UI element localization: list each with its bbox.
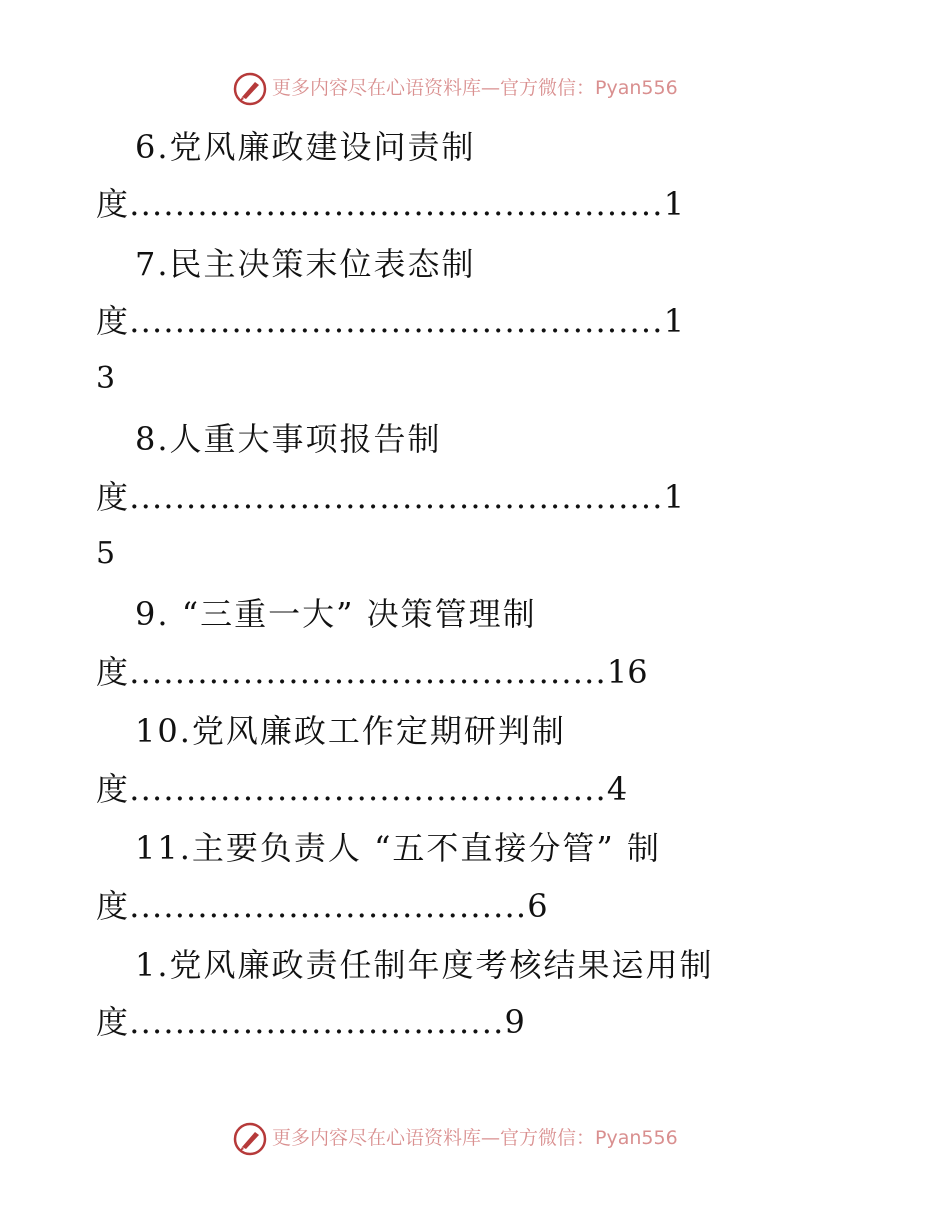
toc-entry-leader: 度...............................................1 (96, 302, 685, 340)
pen-quill-logo-icon (233, 1122, 267, 1156)
toc-entry-title[interactable]: 8.人重大事项报告制 (135, 420, 442, 458)
toc-entry-title[interactable]: 7.民主决策末位表态制 (135, 245, 476, 283)
footer-banner (0, 1120, 950, 1160)
toc-entry-title[interactable]: 11.主要负责人 “五不直接分管” 制 (135, 829, 661, 867)
toc-page-number: 1 (663, 478, 685, 516)
toc-entry-leader: 度...................................6 (96, 887, 548, 925)
toc-page-number: 1 (663, 185, 685, 223)
toc-page-number-wrap: 3 (96, 361, 118, 396)
toc-entry-leader: 度...............................................1 (96, 185, 685, 223)
wechat-id: Pyan556 (595, 1127, 678, 1149)
toc-page-number: 6 (527, 887, 548, 925)
toc-entry-title[interactable]: 9. “三重一大” 决策管理制 (135, 595, 537, 633)
wechat-id: Pyan556 (595, 77, 678, 99)
footer-banner-text: 更多内容尽在心语资料库—官方微信：Pyan556 (272, 1127, 678, 1149)
toc-entry-title[interactable]: 6.党风廉政建设问责制 (135, 128, 476, 166)
header-banner-text: 更多内容尽在心语资料库—官方微信：Pyan556 (272, 77, 678, 99)
toc-entry-leader: 度..........................................4 (96, 770, 628, 808)
toc-page-number: 4 (606, 770, 628, 808)
toc-entry-leader: 度.................................9 (96, 1003, 525, 1041)
toc-page-number: 9 (504, 1003, 525, 1041)
toc-page-number-wrap: 5 (96, 536, 118, 571)
toc-entry-leader: 度...............................................1 (96, 478, 685, 516)
header-banner (0, 70, 950, 110)
toc-page-number: 1 (663, 302, 685, 340)
pen-quill-logo-icon (233, 72, 267, 106)
toc-entry-title[interactable]: 10.党风廉政工作定期研判制 (135, 712, 566, 750)
toc-entry-leader: 度..........................................16 (96, 653, 648, 691)
toc-page-number: 16 (606, 653, 648, 691)
toc-entry-title[interactable]: 1.党风廉政责任制年度考核结果运用制 (135, 946, 714, 984)
